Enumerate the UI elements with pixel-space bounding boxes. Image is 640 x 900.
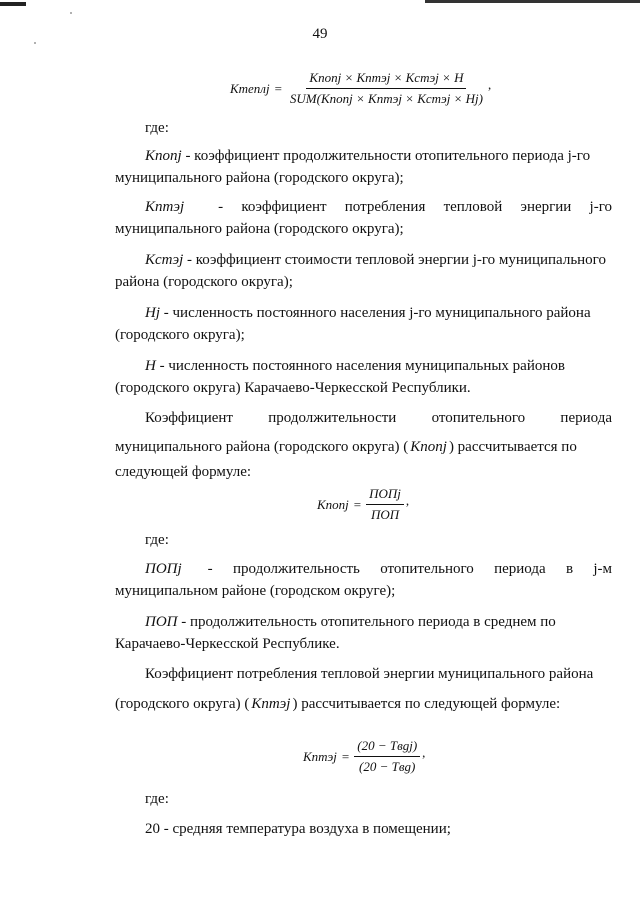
formula-heat-consumption-coefficient <box>303 738 425 775</box>
equals-sign: = <box>274 80 282 96</box>
definition-text-word: - <box>218 199 224 215</box>
definition-item <box>115 145 612 189</box>
formula-lhs: Kпопj <box>317 496 349 512</box>
definition-continuation: района (городского округа); <box>115 274 293 290</box>
formula-lhs: Ктеплj <box>230 80 270 96</box>
definition-symbol: H <box>145 358 156 374</box>
paragraph-heat-consumption <box>115 663 612 715</box>
definition-text-word: j-м <box>593 561 613 577</box>
fraction <box>366 486 404 523</box>
definition-continuation: муниципального района (городского округа); <box>115 221 404 237</box>
fraction-denominator: SUM(Kпопj × Kптэj × Kстэj × Hj) <box>289 91 483 106</box>
scan-mark <box>0 2 26 6</box>
definition-item <box>115 558 612 602</box>
where-label: где: <box>145 791 169 807</box>
fraction-numerator: Kпопj × Kптэj × Kстэj × H <box>306 70 466 89</box>
where-label: где: <box>145 120 169 136</box>
paragraph-word: периода <box>560 410 612 426</box>
paragraph-word: отопительного <box>431 410 526 426</box>
definition-text-word: периода <box>494 561 546 577</box>
paragraph-text: Коэффициент потребления тепловой энергии муниципального района <box>145 666 594 682</box>
formula-trail: , <box>487 77 492 92</box>
paragraph-text: следующей формуле: <box>115 464 252 480</box>
fraction <box>287 70 486 107</box>
equals-sign: = <box>341 748 350 764</box>
definition-text-word: - <box>207 561 213 577</box>
definition-text-word: тепловой <box>443 199 503 215</box>
definition-text: - численность постоянного населения муниципальных районов <box>155 358 565 374</box>
definition-text: - коэффициент стоимости тепловой энергии j-го муниципального <box>183 252 606 268</box>
fraction-numerator: ПОПj <box>366 486 404 505</box>
definition-text: - коэффициент продолжительности отопительного периода j-го <box>181 148 591 164</box>
equals-sign: = <box>353 496 362 512</box>
definition-symbol: Kптэj <box>145 199 185 215</box>
definition-continuation: муниципальном районе (городском округе); <box>115 583 396 599</box>
page-number: 49 <box>312 26 328 42</box>
fraction-denominator: ПОП <box>370 507 400 522</box>
fraction-numerator: (20 − Tвgj) <box>354 738 420 757</box>
fraction-denominator: (20 − Tвg) <box>359 759 416 774</box>
paragraph-word: Коэффициент <box>145 410 233 426</box>
scan-dot <box>70 12 72 14</box>
paragraph-text: (городского округа) ( <box>115 696 250 712</box>
formula-trail: , <box>422 745 426 760</box>
definition-continuation: муниципального района (городского округа); <box>115 170 404 186</box>
definition-continuation: (городского округа); <box>115 327 245 343</box>
formula-heat-coefficient <box>230 70 491 107</box>
definition-item <box>115 355 612 399</box>
definition-text-word: продолжительность <box>232 561 360 577</box>
definition-text-word: потребления <box>344 199 426 215</box>
definition-item <box>115 249 612 293</box>
paragraph-word: продолжительности <box>268 410 397 426</box>
definition-symbol: ПОП <box>145 614 178 630</box>
definition-continuation: Карачаево-Черкесской Республике. <box>115 636 340 652</box>
paragraph-heating-period <box>115 407 612 483</box>
formula-lhs: Kптэj <box>303 748 337 764</box>
definition-text-word: энергии <box>520 199 572 215</box>
paragraph-text: муниципального района (городского округа) ( <box>115 439 409 455</box>
inline-symbol: Kпопj <box>410 439 447 455</box>
paragraph-text: ) рассчитывается по следующей формуле: <box>292 696 561 712</box>
definition-text-word: отопительного <box>380 561 474 577</box>
definition-text-word: коэффициент <box>241 199 327 215</box>
formula-heating-period-coefficient <box>317 486 409 523</box>
definition-item <box>115 196 612 240</box>
paragraph-text: ) рассчитывается по <box>448 439 577 455</box>
definition-symbol: Kстэj <box>145 252 184 268</box>
last-line: 20 - средняя температура воздуха в помещении; <box>145 821 451 837</box>
scan-mark <box>425 0 640 3</box>
definition-text-word: j-го <box>589 199 612 215</box>
definition-item <box>115 302 612 346</box>
definition-continuation: (городского округа) Карачаево-Черкесской Республики. <box>115 380 471 396</box>
definition-text-word: в <box>565 561 574 577</box>
definition-symbol: Kпопj <box>145 148 182 164</box>
fraction <box>354 738 420 775</box>
definition-symbol: ПОПj <box>145 561 182 577</box>
definition-text: - продолжительность отопительного периода в среднем по <box>177 614 556 630</box>
definition-item <box>115 611 612 655</box>
where-label: где: <box>145 532 169 548</box>
formula-trail: , <box>405 493 410 508</box>
inline-symbol: Kптэj <box>251 696 291 712</box>
definition-text: - численность постоянного населения j-го муниципального района <box>160 305 591 321</box>
definition-symbol: Hj <box>145 305 160 321</box>
